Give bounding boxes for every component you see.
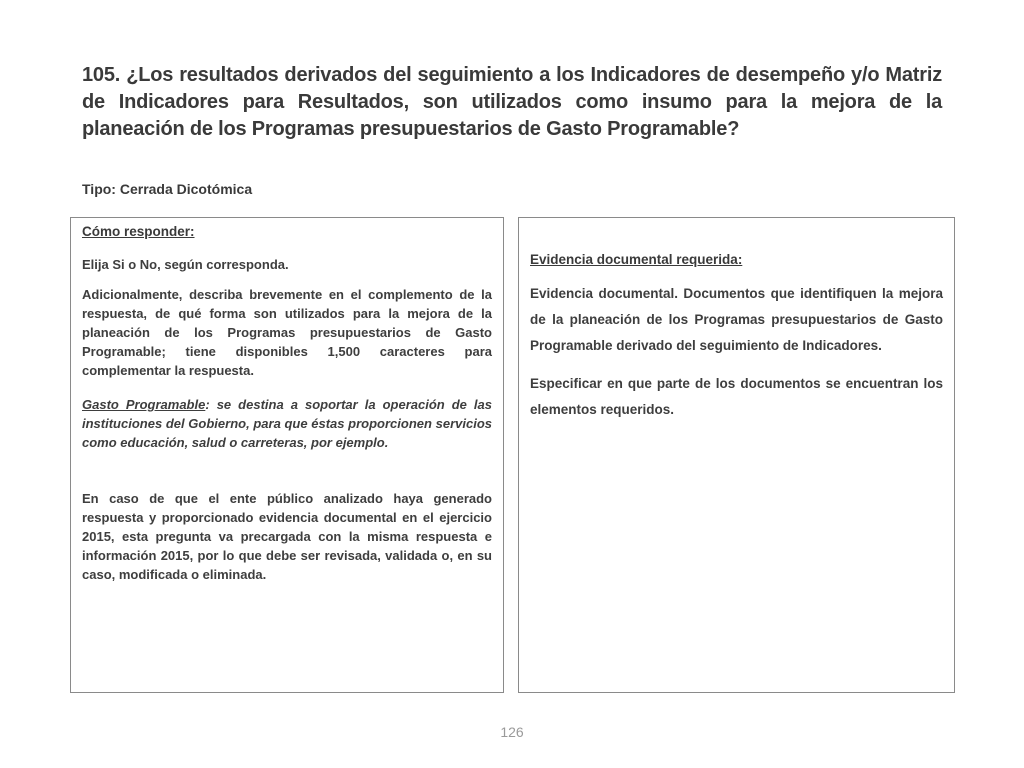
evidence-location-instruction: Especificar en que parte de los documentos se encuentran los elementos requeridos. <box>530 376 943 417</box>
required-evidence-title: Evidencia documental requerida: <box>530 252 743 267</box>
preloaded-answer-note: En caso de que el ente público analizado haya generado respuesta y proporcionado evidencia documental en el ejercicio 2015, esta pregunta va precargada con la misma respuesta e información 2015, por lo que debe ser revisada, validada o, en su caso, modificada o eliminada. <box>82 491 492 582</box>
required-evidence-box <box>518 217 955 693</box>
answer-instruction: Elija Si o No, según corresponda. <box>82 257 289 272</box>
question-type: Tipo: Cerrada Dicotómica <box>82 181 253 197</box>
how-to-answer-box <box>70 217 504 693</box>
question-title: 105. ¿Los resultados derivados del seguimiento a los Indicadores de desempeño y/o Matriz de Indicadores para Resultados, son utilizados como insumo para la mejora de la planeación de los Programas presupuestarios de Gasto Programable? <box>82 64 942 140</box>
page-number: 126 <box>500 724 524 740</box>
answer-complement-instruction: Adicionalmente, describa brevemente en el complemento de la respuesta, de qué forma son utilizados para la mejora de la planeación de los Programas presupuestarios de Gasto Programable; tiene disponibles 1,500 caracteres para complementar la respuesta. <box>82 287 492 378</box>
evidence-description: Evidencia documental. Documentos que identifiquen la mejora de la planeación de los Programas presupuestarios de Gasto Programable derivado del seguimiento de Indicadores. <box>530 286 943 353</box>
how-to-answer-title: Cómo responder: <box>82 224 195 239</box>
gasto-programable-definition <box>82 395 492 452</box>
gasto-programable-text: : se destina a soportar la operación de las instituciones del Gobierno, para que éstas proporcionen servicios como educación, salud o carreteras, por ejemplo. <box>82 397 492 450</box>
gasto-programable-term: Gasto Programable <box>82 397 206 412</box>
